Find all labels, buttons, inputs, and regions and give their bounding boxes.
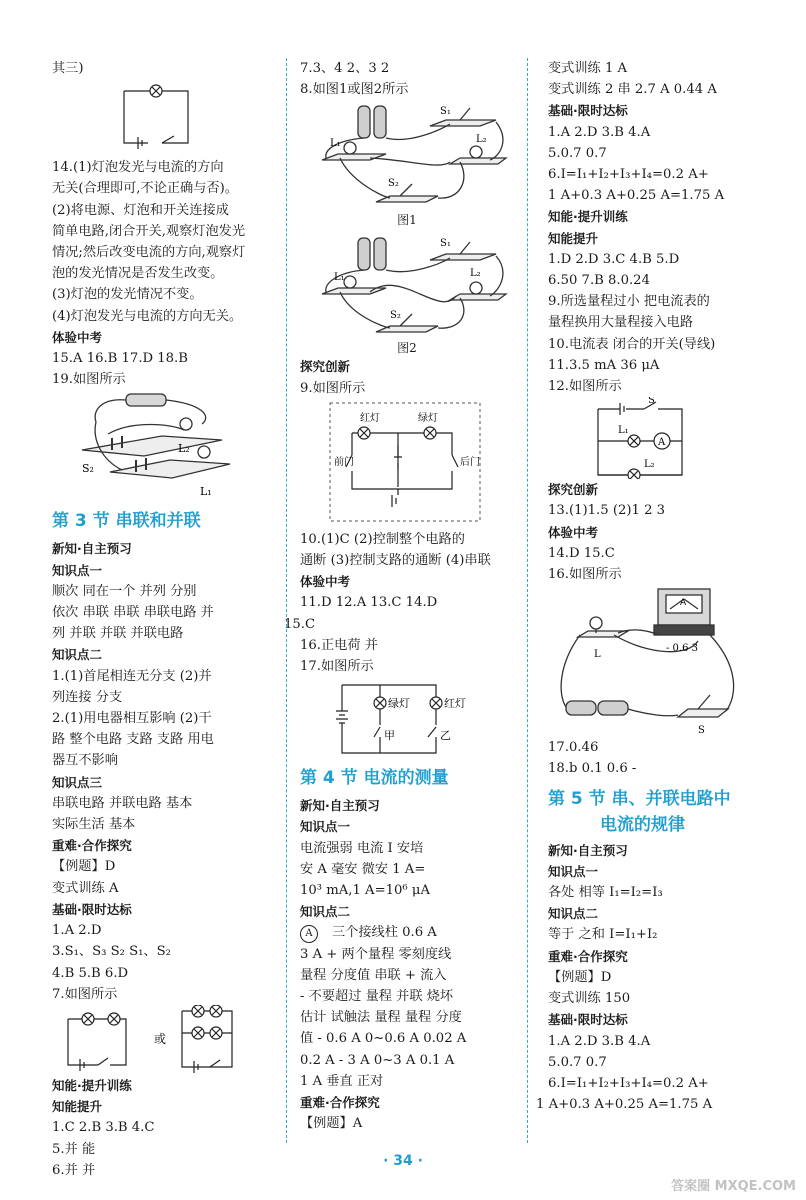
fig-label: A bbox=[680, 598, 687, 609]
fig-label: 绿灯 bbox=[388, 697, 410, 711]
answer-14 bbox=[52, 157, 274, 327]
fig-label: 红灯 bbox=[360, 412, 380, 424]
subheading: 知能·提升训练 bbox=[52, 1077, 132, 1093]
answer-line: 10³ mA,1 A=10⁶ μA bbox=[300, 883, 430, 899]
answer-line: 1.(1)首尾相连无分支 (2)并 bbox=[52, 668, 212, 684]
answer-line: 3.S₁、S₃ S₂ S₁、S₂ bbox=[52, 944, 171, 960]
answer-line: 9.如图所示 bbox=[300, 380, 366, 396]
answer-line: 【例题】D bbox=[52, 859, 116, 875]
circuit-photo-16 bbox=[548, 585, 770, 737]
circuit-diagram-9 bbox=[300, 399, 514, 529]
answer-line: 估计 试触法 量程 量程 分度 bbox=[300, 1010, 462, 1026]
answer-line: 6.I=I₁+I₂+I₃+I₄=0.2 A+ bbox=[548, 1075, 709, 1091]
answer-line: 值 - 0.6 A 0~0.6 A 0.02 A bbox=[300, 1031, 467, 1047]
circuit-diagram-lamp-switch bbox=[52, 79, 274, 157]
column-2 bbox=[284, 58, 514, 1134]
answer-line: 8.如图1或图2所示 bbox=[300, 82, 409, 98]
fig-label: L₂ bbox=[470, 268, 481, 280]
fig-label: 乙 bbox=[440, 729, 451, 743]
subheading: 新知·自主预习 bbox=[548, 842, 628, 858]
answer-line: 电流强弱 电流 I 安培 bbox=[300, 840, 424, 856]
subheading: 体验中考 bbox=[548, 524, 599, 540]
column-1 bbox=[52, 58, 274, 1181]
fig-label: L₁ bbox=[200, 485, 212, 499]
answer-line: 19.如图所示 bbox=[52, 372, 126, 388]
answer-line: 5.0.7 0.7 bbox=[548, 1054, 607, 1070]
subheading: 知能提升 bbox=[548, 230, 599, 246]
answer-line: 14.D 15.C bbox=[548, 545, 615, 561]
answer-line: 其三) bbox=[52, 61, 84, 76]
answer-line: 简单电路,闭合开关,观察灯泡发光 bbox=[52, 223, 246, 239]
answer-line: 6.并 并 bbox=[52, 1162, 96, 1178]
answer-line: 1.A 2.D bbox=[52, 923, 102, 939]
answer-line: 无关(合理即可,不论正确与否)。 bbox=[52, 181, 238, 197]
answer-line: 6.50 7.B 8.0.24 bbox=[548, 273, 650, 289]
answer-line: 2.(1)用电器相互影响 (2)干 bbox=[52, 711, 212, 727]
answer-line: 16.正电荷 并 bbox=[300, 637, 378, 653]
subheading: 重难·合作探究 bbox=[300, 1095, 380, 1111]
answer-line: 0.2 A - 3 A 0~3 A 0.1 A bbox=[300, 1052, 455, 1068]
answer-line: 17.0.46 bbox=[548, 740, 599, 756]
subheading: 基础·限时达标 bbox=[52, 901, 132, 917]
subheading: 知识点二 bbox=[548, 906, 599, 922]
answer-line: 16.如图所示 bbox=[548, 567, 622, 583]
answer-line: 1 A+0.3 A+0.25 A=1.75 A bbox=[536, 1097, 713, 1113]
answer-line: 14.(1)灯泡发光与电流的方向 bbox=[52, 160, 224, 176]
fig-label: 或 bbox=[154, 1031, 167, 1046]
fig-label: L₁ bbox=[334, 272, 345, 284]
watermark: 答案圈 MXQE.COM bbox=[671, 1179, 796, 1194]
fig-label: A bbox=[658, 437, 666, 449]
subheading: 新知·自主预习 bbox=[300, 798, 380, 814]
answer-line: 变式训练 150 bbox=[548, 991, 631, 1007]
subheading: 知识点三 bbox=[52, 774, 103, 790]
subheading: 基础·限时达标 bbox=[548, 103, 628, 119]
answer-line: 【例题】A bbox=[300, 1116, 363, 1132]
answer-line: 各处 相等 I₁=I₂=I₃ bbox=[548, 885, 663, 901]
fig-label: S₁ bbox=[440, 238, 451, 250]
answer-line: 量程换用大量程接入电路 bbox=[548, 315, 694, 331]
subheading: 知识点二 bbox=[300, 904, 351, 920]
fig-label: L₂ bbox=[178, 442, 190, 456]
subheading: 知能·提升训练 bbox=[548, 209, 628, 225]
subheading: 基础·限时达标 bbox=[548, 1012, 628, 1028]
answer-line: 5.0.7 0.7 bbox=[548, 145, 607, 161]
fig-label: L₁ bbox=[330, 138, 341, 150]
answer-line: 1.A 2.D 3.B 4.A bbox=[548, 1033, 651, 1049]
section-title: 第 3 节 串联和并联 bbox=[52, 511, 201, 532]
answer-line: (2)将电源、灯泡和开关连接成 bbox=[52, 202, 229, 218]
answer-line: 1.C 2.B 3.B 4.C bbox=[52, 1120, 155, 1136]
fig-label: S₁ bbox=[440, 106, 451, 118]
answer-line: 变式训练 1 A bbox=[548, 61, 628, 76]
column-divider bbox=[527, 58, 528, 1143]
figure-caption: 图2 bbox=[397, 341, 417, 356]
section-title bbox=[548, 786, 770, 838]
ammeter-symbol: A bbox=[300, 925, 318, 943]
fig-label: S bbox=[698, 725, 705, 737]
fig-label: 后门 bbox=[460, 456, 480, 468]
answer-line: 13.(1)1.5 (2)1 2 3 bbox=[548, 503, 666, 519]
answer-line: 12.如图所示 bbox=[548, 379, 622, 395]
answer-line: 顺次 同在一个 并列 分别 bbox=[52, 583, 197, 599]
section-title: 第 4 节 电流的测量 bbox=[300, 768, 449, 789]
column-3 bbox=[536, 58, 770, 1115]
answer-line: 安 A 毫安 微安 1 A= bbox=[300, 861, 426, 877]
circuit-photo-figure-1 bbox=[300, 100, 514, 212]
fig-label: S bbox=[648, 397, 655, 407]
answer-line: 1.A 2.D 3.B 4.A bbox=[548, 124, 651, 140]
subheading: 知识点二 bbox=[52, 647, 103, 663]
fig-label: 红灯 bbox=[444, 697, 466, 711]
fig-label: - 0.6 3 bbox=[666, 643, 699, 655]
answer-line: 量程 分度值 串联 + 流入 bbox=[300, 967, 447, 983]
answer-line: 11.D 12.A 13.C 14.D bbox=[300, 595, 438, 611]
section-title-line: 电流的规律 bbox=[600, 814, 685, 835]
fig-label: S₂ bbox=[390, 310, 401, 322]
subheading: 探究创新 bbox=[300, 359, 351, 375]
answer-line: 【例题】D bbox=[548, 969, 612, 985]
answer-line: 17.如图所示 bbox=[300, 659, 374, 675]
answer-line: - 不要超过 量程 并联 烧坏 bbox=[300, 989, 454, 1005]
answer-line: 3 A + 两个量程 零刻度线 bbox=[300, 946, 452, 962]
answer-line: 15.C bbox=[284, 616, 316, 632]
fig-label: 绿灯 bbox=[418, 412, 438, 424]
answer-line: 5.并 能 bbox=[52, 1141, 96, 1157]
answer-line: 列 并联 并联 并联电路 bbox=[52, 626, 184, 642]
circuit-diagram-7 bbox=[52, 1005, 274, 1075]
circuit-diagram-12 bbox=[548, 397, 770, 479]
answer-line bbox=[300, 922, 514, 943]
subheading: 体验中考 bbox=[300, 574, 351, 590]
answer-line: 6.I=I₁+I₂+I₃+I₄=0.2 A+ bbox=[548, 167, 709, 183]
answer-line: 10.电流表 闭合的开关(导线) bbox=[548, 336, 716, 352]
answer-line: 4.B 5.B 6.D bbox=[52, 965, 129, 981]
subheading: 知识点一 bbox=[548, 863, 599, 879]
section-title-line: 第 5 节 串、并联电路中 bbox=[548, 788, 731, 809]
fig-label: L₂ bbox=[644, 459, 655, 471]
fig-label bbox=[460, 455, 480, 468]
column-divider bbox=[286, 58, 287, 1143]
fig-label: S₂ bbox=[388, 178, 399, 190]
answer-line: 串联电路 并联电路 基本 bbox=[52, 795, 193, 811]
circuit-photo-19 bbox=[52, 390, 274, 502]
page-number: · 34 · bbox=[383, 1153, 423, 1169]
answer-line: 10.(1)C (2)控制整个电路的 bbox=[300, 531, 465, 547]
fig-label: 前门 bbox=[334, 456, 354, 468]
answer-line: 11.3.5 mA 36 μA bbox=[548, 357, 660, 373]
subheading: 探究创新 bbox=[548, 482, 599, 498]
fig-label: L₂ bbox=[476, 134, 487, 146]
answer-line: 泡的发光情况是否发生改变。 bbox=[52, 266, 224, 282]
answer-line: 等于 之和 I=I₁+I₂ bbox=[548, 927, 658, 943]
circuit-photo-figure-2 bbox=[300, 228, 514, 340]
answer-line: 情况;然后改变电流的方向,观察灯 bbox=[52, 245, 246, 261]
subheading: 知识点一 bbox=[300, 819, 351, 835]
answer-line: 依次 串联 串联 串联电路 并 bbox=[52, 605, 214, 621]
answer-line: 通断 (3)控制支路的通断 (4)串联 bbox=[300, 553, 491, 569]
fig-label: 甲 bbox=[384, 729, 395, 743]
answer-line: 变式训练 2 串 2.7 A 0.44 A bbox=[548, 82, 717, 98]
fig-label bbox=[334, 455, 354, 468]
answer-line: 1 A 垂直 正对 bbox=[300, 1073, 384, 1089]
subheading: 新知·自主预习 bbox=[52, 541, 132, 557]
answer-line: 7.如图所示 bbox=[52, 986, 118, 1002]
fig-label: L bbox=[594, 649, 601, 661]
answer-line: 1.D 2.D 3.C 4.B 5.D bbox=[548, 251, 680, 267]
answer-line: 变式训练 A bbox=[52, 880, 119, 896]
answer-line: 18.b 0.1 0.6 - bbox=[548, 761, 637, 777]
subheading: 体验中考 bbox=[52, 329, 103, 345]
figure-caption: 图1 bbox=[397, 213, 417, 228]
answer-line: 9.所选量程过小 把电流表的 bbox=[548, 294, 710, 310]
answer-line: 器互不影响 bbox=[52, 753, 118, 769]
fig-label: L₁ bbox=[618, 425, 629, 437]
subheading: 知识点一 bbox=[52, 562, 103, 578]
answer-text: 三个接线柱 0.6 A bbox=[332, 925, 437, 941]
answer-line: 路 整个电路 支路 支路 用电 bbox=[52, 732, 214, 748]
circuit-diagram-17 bbox=[300, 677, 514, 759]
answer-line: 实际生活 基本 bbox=[52, 817, 136, 833]
fig-label: S₂ bbox=[82, 462, 94, 476]
answer-line: (3)灯泡的发光情况不变。 bbox=[52, 287, 203, 303]
answer-line: 列连接 分支 bbox=[52, 689, 123, 705]
answer-line: (4)灯泡发光与电流的方向无关。 bbox=[52, 308, 243, 324]
answer-line: 7.3、4 2、3 2 bbox=[300, 61, 390, 76]
subheading: 知能提升 bbox=[52, 1099, 103, 1115]
subheading: 重难·合作探究 bbox=[52, 838, 132, 854]
answer-line: 1 A+0.3 A+0.25 A=1.75 A bbox=[548, 188, 725, 204]
answer-line: 15.A 16.B 17.D 18.B bbox=[52, 351, 188, 367]
subheading: 重难·合作探究 bbox=[548, 948, 628, 964]
